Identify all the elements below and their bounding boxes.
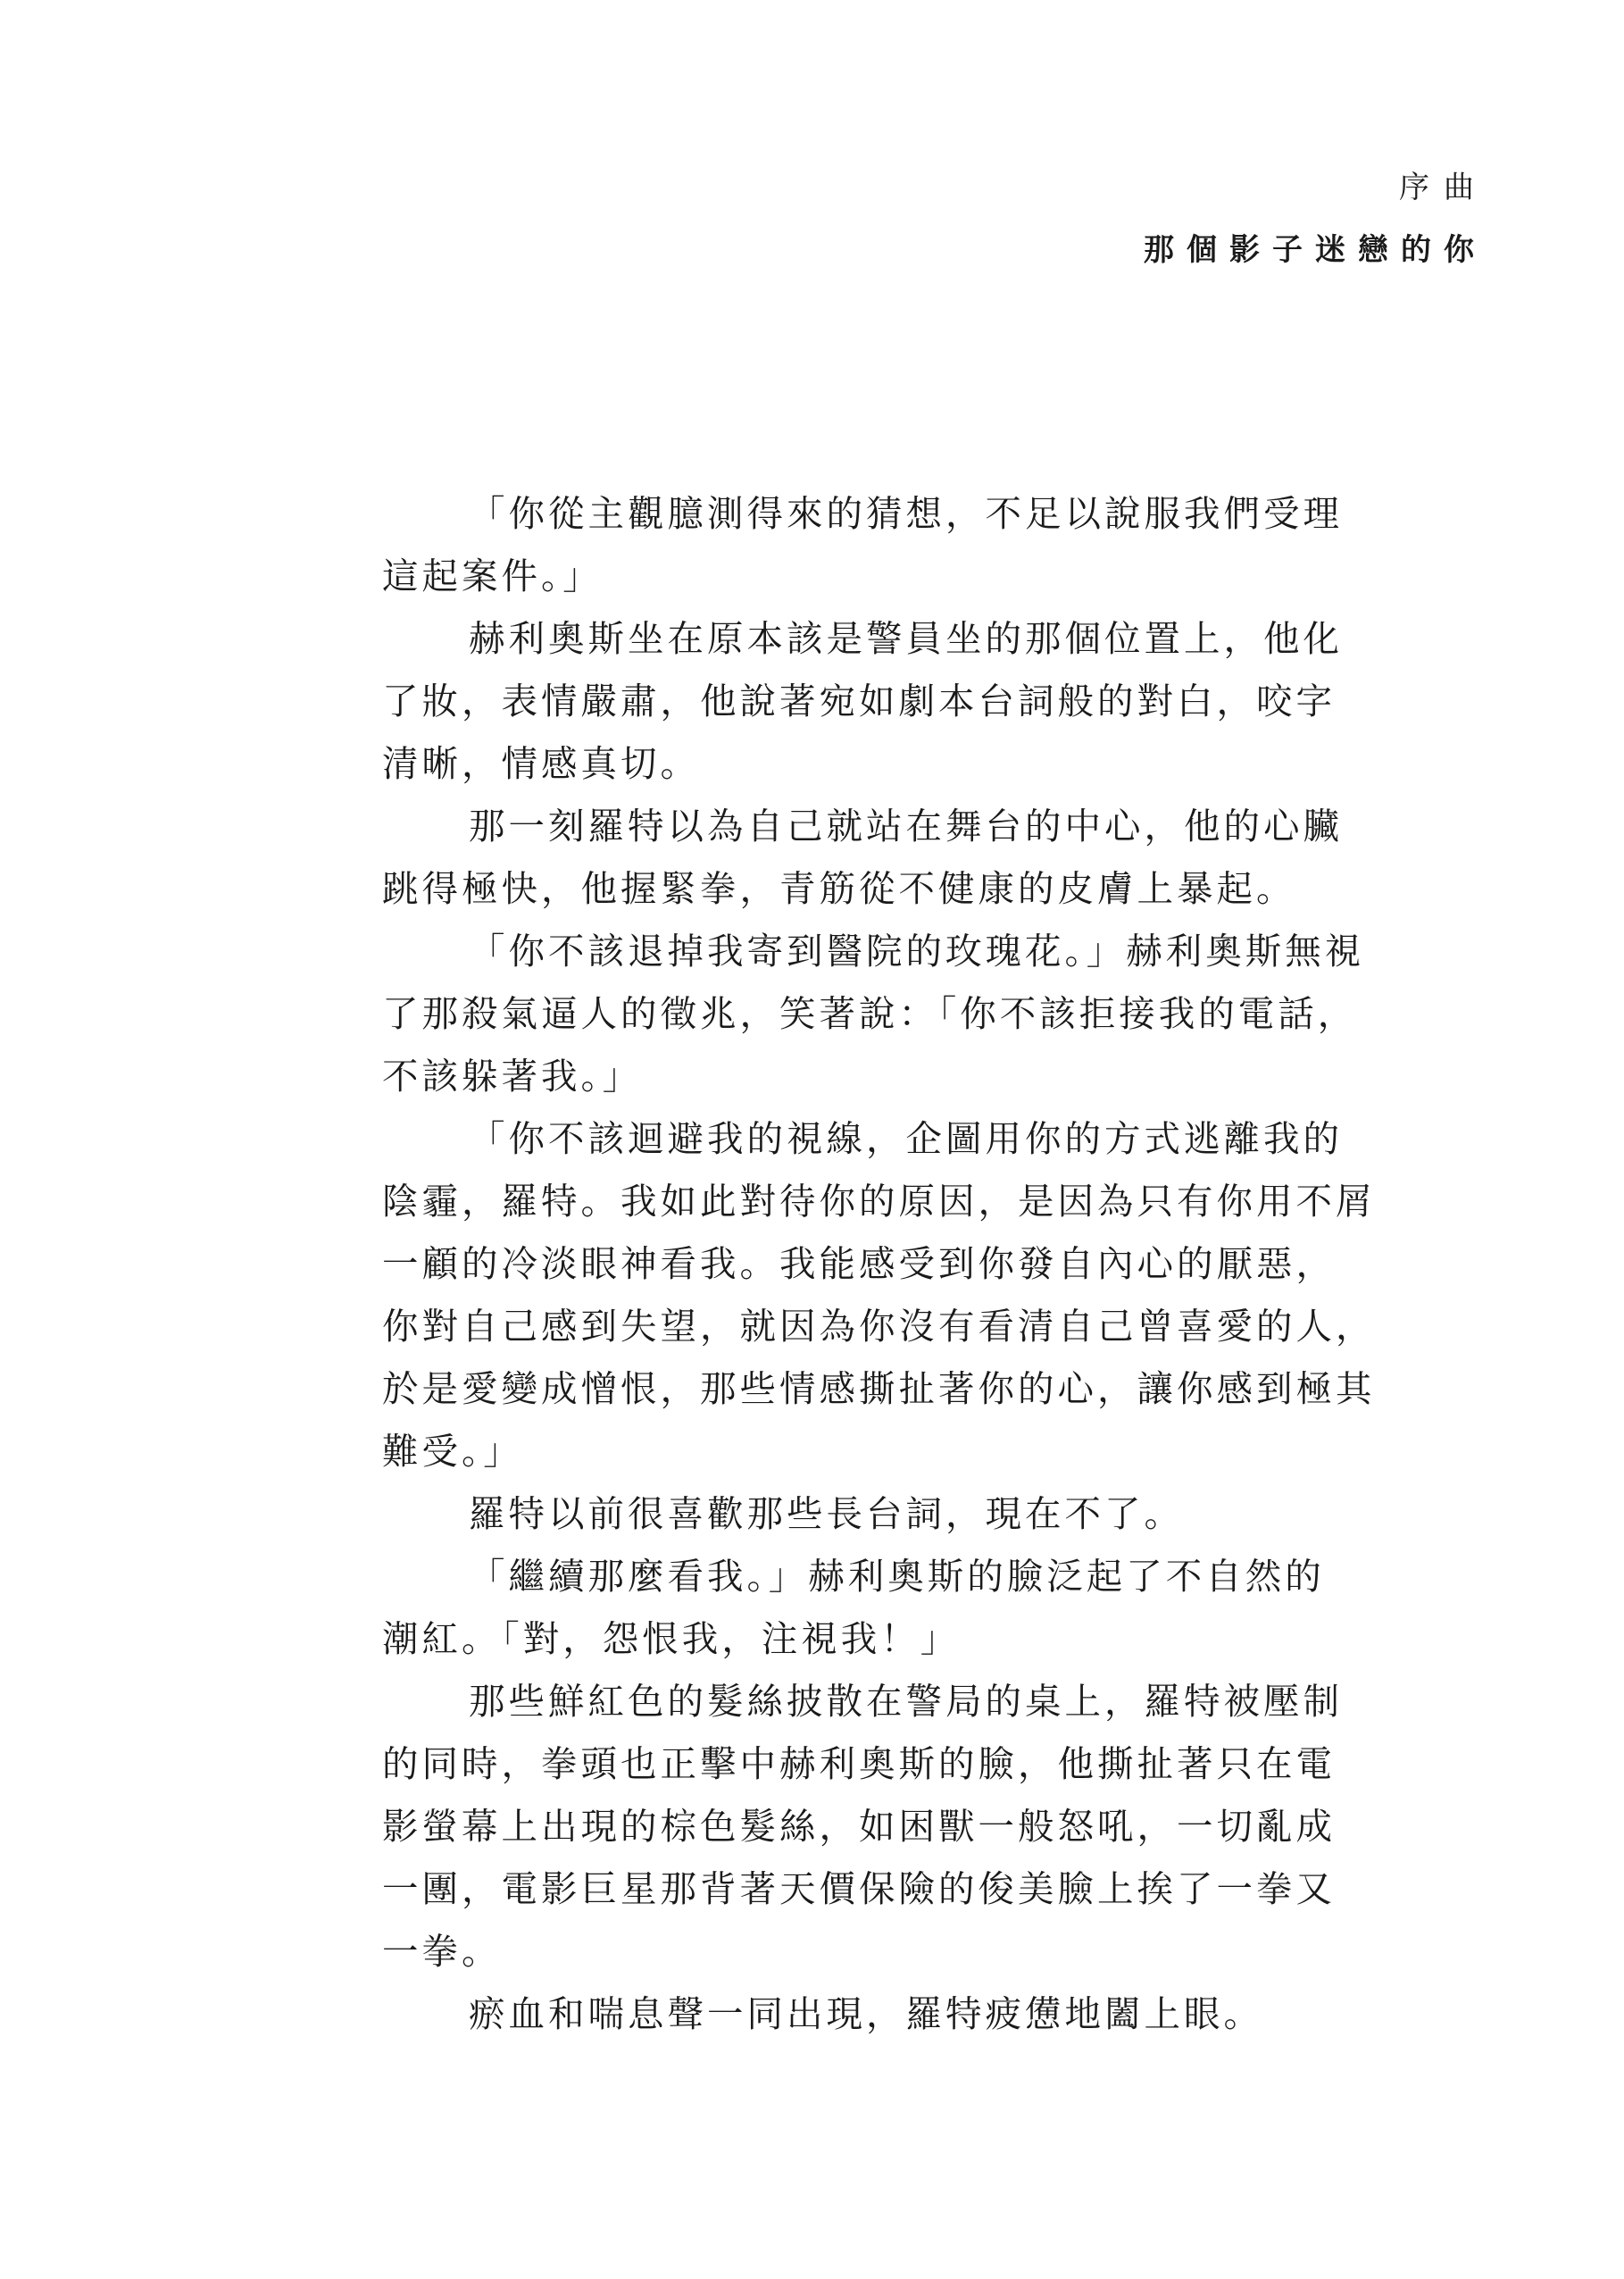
chapter-label: 序曲	[1399, 170, 1488, 205]
text-line: 的同時，拳頭也正擊中赫利奧斯的臉，他撕扯著只在電	[382, 1742, 1336, 1785]
text-line: 「你不該退掉我寄到醫院的玫瑰花。」赫利奧斯無視	[469, 930, 1365, 973]
running-header	[1144, 170, 1488, 268]
text-line: 清晰，情感真切。	[382, 742, 700, 785]
body-text	[382, 482, 1400, 2045]
text-line: 瘀血和喘息聲一同出現，羅特疲憊地闔上眼。	[469, 1992, 1263, 2035]
text-line: 「你不該迴避我的視線，企圖用你的方式逃離我的	[469, 1117, 1343, 1160]
text-line: 「你從主觀臆測得來的猜想，不足以說服我們受理	[469, 492, 1343, 535]
text-line: 於是愛變成憎恨，那些情感撕扯著你的心，讓你感到極其	[382, 1367, 1376, 1410]
text-line: 你對自己感到失望，就因為你沒有看清自己曾喜愛的人，	[382, 1305, 1376, 1348]
text-line: 一團，電影巨星那背著天價保險的俊美臉上挨了一拳又	[382, 1867, 1336, 1910]
text-line: 潮紅。「對，怨恨我，注視我！」	[382, 1617, 961, 1660]
text-line: 「繼續那麼看我。」赫利奧斯的臉泛起了不自然的	[469, 1555, 1325, 1598]
text-line: 一顧的冷淡眼神看我。我能感受到你發自內心的厭惡，	[382, 1242, 1336, 1285]
chapter-title: 那個影子迷戀的你	[1144, 232, 1487, 268]
text-line: 影螢幕上出現的棕色髮絲，如困獸一般怒吼，一切亂成	[382, 1805, 1336, 1848]
text-line: 了那殺氣逼人的徵兆，笑著說：「你不該拒接我的電話，	[382, 992, 1358, 1035]
text-line: 羅特以前很喜歡那些長台詞，現在不了。	[469, 1492, 1184, 1535]
text-line: 一拳。	[382, 1930, 502, 1973]
text-line: 難受。」	[382, 1430, 523, 1473]
text-line: 赫利奧斯坐在原本該是警員坐的那個位置上，他化	[469, 617, 1343, 660]
text-line: 那些鮮紅色的髮絲披散在警局的桌上，羅特被壓制	[469, 1680, 1343, 1723]
text-line: 不該躲著我。」	[382, 1055, 643, 1098]
text-line: 那一刻羅特以為自己就站在舞台的中心，他的心臟	[469, 805, 1343, 847]
text-line: 這起案件。」	[382, 555, 603, 597]
text-line: 陰霾，羅特。我如此對待你的原因，是因為只有你用不屑	[382, 1180, 1376, 1223]
text-line: 了妝，表情嚴肅，他說著宛如劇本台詞般的對白，咬字	[382, 680, 1336, 722]
text-line: 跳得極快，他握緊拳，青筋從不健康的皮膚上暴起。	[382, 867, 1296, 910]
